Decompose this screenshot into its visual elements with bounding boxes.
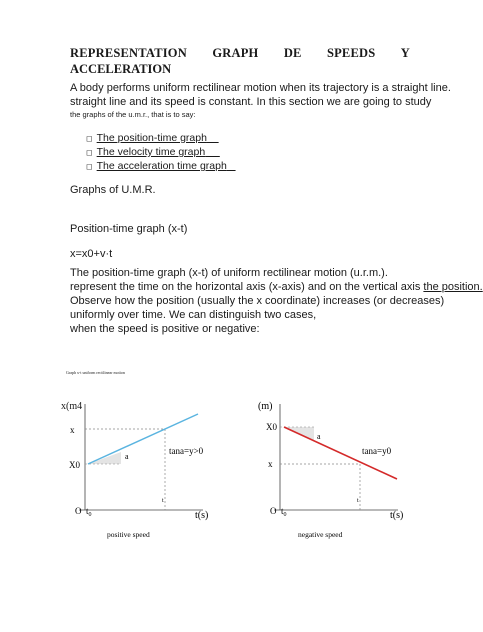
body-line-4: uniformly over time. We can distinguish two cases, <box>70 309 317 321</box>
t-tick-label: t <box>357 498 359 504</box>
list-item-label: The acceleration time graph <box>96 160 227 172</box>
equation: x=x0+v·t <box>70 248 113 260</box>
title-word: REPRESENTATION <box>70 46 187 60</box>
x-axis-label: t(s) <box>390 510 404 521</box>
title-word: DE <box>283 46 302 60</box>
position-time-graph-positive <box>55 392 225 542</box>
intro-line-3: the graphs of the u.m.r., that is to say: <box>70 110 196 119</box>
t0-label: $t_0$ <box>281 506 287 518</box>
y-axis-label: (m) <box>258 401 273 412</box>
tick-x0-label: X0 <box>69 460 80 470</box>
title-word: Y <box>400 46 410 60</box>
title-word: GRAPH <box>212 46 259 60</box>
body-line-2a: represent the time on the horizontal axis (x-axis) and on the vertical axis <box>70 281 421 293</box>
tick-x0-label: X0 <box>266 422 277 432</box>
graph-caption: positive speed <box>107 530 150 539</box>
body-line-1: The position-time graph (x-t) of uniform rectilinear motion (u.r.m.). <box>70 267 388 279</box>
list-item-label: The velocity time graph <box>96 146 206 158</box>
checkbox-icon: ◻ <box>86 134 93 143</box>
list-item <box>86 146 220 158</box>
body-line-2b: the position. <box>423 281 483 293</box>
list-item-label: The position-time graph <box>96 132 207 144</box>
angle-label: a <box>125 452 129 461</box>
t-tick-label: t <box>162 498 164 504</box>
angle-label: a <box>317 432 321 441</box>
intro-line-1: A body performs uniform rectilinear motion when its trajectory is a straight line. <box>70 82 451 94</box>
title-line-1 <box>70 46 410 61</box>
list-item <box>86 132 219 144</box>
intro-line-2: straight line and its speed is constant. In this section we are going to study <box>70 96 432 108</box>
graph-caption: negative speed <box>298 530 343 539</box>
list-item <box>86 160 236 172</box>
body-line-2 <box>70 281 483 293</box>
title-word: SPEEDS <box>326 46 376 60</box>
origin-label: O <box>270 506 277 516</box>
body-line-3: Observe how the position (usually the x coordinate) increases (or decreases) <box>70 295 445 307</box>
body-line-5: when the speed is positive or negative: <box>70 323 260 335</box>
checkbox-icon: ◻ <box>86 148 93 157</box>
y-axis-label: x(m4 <box>61 401 83 412</box>
slope-label: tana=y>0 <box>169 446 204 456</box>
origin-label: O <box>75 506 82 516</box>
tick-x-label: x <box>70 425 75 435</box>
tick-x-label: x <box>268 459 273 469</box>
subsection-title: Position-time graph (x-t) <box>70 223 188 235</box>
checkbox-icon: ◻ <box>86 162 93 171</box>
x-axis-label: t(s) <box>195 510 209 521</box>
section-title: Graphs of U.M.R. <box>70 184 156 196</box>
title-line-2: ACCELERATION <box>70 62 172 76</box>
slope-label: tana=y0 <box>362 446 392 456</box>
t0-label: $t_0$ <box>86 506 92 518</box>
position-time-graph-negative <box>250 392 420 542</box>
figure-caption: Graph x-t uniform rectilinear motion <box>66 370 125 375</box>
position-line <box>88 414 198 464</box>
